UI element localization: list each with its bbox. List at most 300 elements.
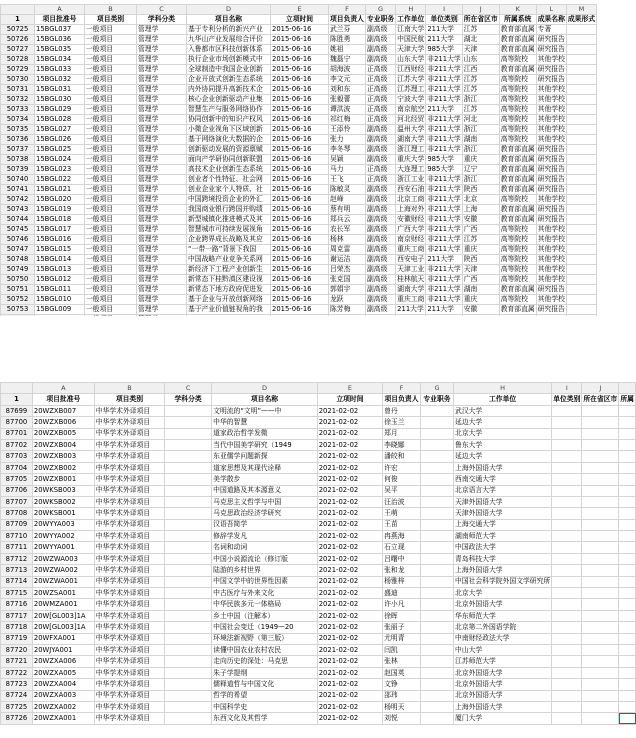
cell[interactable] xyxy=(165,428,212,439)
cell[interactable]: 2021-02-02 xyxy=(317,474,382,485)
cell[interactable]: 教育部直属 xyxy=(500,35,535,44)
cell[interactable]: 20WFXA001 xyxy=(32,633,94,644)
row-number[interactable]: 87711 xyxy=(1,542,33,553)
cell[interactable] xyxy=(582,474,619,485)
cell[interactable]: 20WKSB002 xyxy=(32,496,94,507)
cell[interactable]: 名词和动词 xyxy=(212,542,318,553)
cell[interactable] xyxy=(566,305,596,315)
cell[interactable]: 杨雅梓 xyxy=(383,576,421,587)
cell[interactable]: 15BGL037 xyxy=(35,25,85,35)
cell[interactable]: 一般项目 xyxy=(85,35,137,45)
cell[interactable]: 2015-06-16 xyxy=(271,65,329,75)
cell[interactable]: 20WZXB002 xyxy=(32,462,94,473)
cell[interactable]: 一般项目 xyxy=(85,75,137,85)
cell[interactable]: 鲁东大学 xyxy=(454,439,552,450)
cell[interactable]: 安徽 xyxy=(462,305,499,315)
cell[interactable] xyxy=(582,405,619,416)
cell[interactable]: 一般项目 xyxy=(85,175,137,185)
cell[interactable]: 副高级 xyxy=(365,55,395,65)
cell[interactable]: 副高级 xyxy=(365,205,395,215)
cell[interactable] xyxy=(165,599,212,610)
cell[interactable]: 2021-02-02 xyxy=(317,644,382,655)
cell[interactable]: 尤明青 xyxy=(383,633,421,644)
cell[interactable]: 中华学术外译项目 xyxy=(94,428,164,439)
cell[interactable]: 20WZXA001 xyxy=(32,713,94,724)
cell[interactable]: 中国跨境投资企业的外汇 xyxy=(187,195,271,205)
cell[interactable] xyxy=(420,519,453,530)
cell[interactable] xyxy=(582,667,619,678)
cell[interactable] xyxy=(619,474,636,485)
column-header[interactable]: K xyxy=(499,5,536,15)
cell[interactable]: 中华民族多元一体格局 xyxy=(212,599,318,610)
cell[interactable]: 张林 xyxy=(383,656,421,667)
cell[interactable]: 副高级 xyxy=(365,185,395,195)
cell[interactable] xyxy=(420,576,453,587)
cell[interactable]: 北京外国语大学 xyxy=(454,679,552,690)
cell[interactable]: 2021-02-02 xyxy=(317,565,382,576)
cell[interactable] xyxy=(619,405,636,416)
cell[interactable]: 20WMZA001 xyxy=(32,599,94,610)
cell[interactable]: 陆游的乡村世界 xyxy=(212,565,318,576)
cell[interactable]: 中华学术外译项目 xyxy=(94,713,164,724)
cell[interactable] xyxy=(619,565,636,576)
cell[interactable] xyxy=(619,690,636,701)
header-cell[interactable]: 项目批准号 xyxy=(32,394,94,405)
cell[interactable] xyxy=(582,713,619,724)
cell[interactable] xyxy=(582,519,619,530)
cell[interactable]: 一般项目 xyxy=(85,215,137,225)
header-cell[interactable]: 学科分类 xyxy=(137,15,187,25)
cell[interactable]: 高等院校 xyxy=(499,225,536,235)
cell[interactable]: 石立现 xyxy=(383,542,421,553)
cell[interactable]: 内外协同提升高新技术企 xyxy=(187,85,271,95)
cell[interactable]: 一般项目 xyxy=(85,285,137,295)
cell[interactable]: 中华学术外译项目 xyxy=(94,633,164,644)
cell[interactable] xyxy=(552,667,582,678)
cell[interactable] xyxy=(552,553,582,564)
cell[interactable]: 研究报告 xyxy=(537,65,565,74)
cell[interactable]: 创业企业家个人特质、社 xyxy=(187,185,271,195)
cell[interactable]: 吕荣杰 xyxy=(329,265,366,275)
cell[interactable]: 20WZXB006 xyxy=(32,417,94,428)
cell[interactable]: 20WYYA001 xyxy=(32,542,94,553)
cell[interactable]: 基于企业与开放创新网络 xyxy=(187,295,271,305)
row-number[interactable]: 50745 xyxy=(1,225,35,235)
cell[interactable]: 985大学 xyxy=(426,155,462,165)
cell[interactable]: 华东师范大学 xyxy=(454,610,552,621)
cell[interactable]: 江苏 xyxy=(462,85,499,95)
cell[interactable]: 2015-06-16 xyxy=(271,235,329,245)
cell[interactable]: 中华学术外译项目 xyxy=(94,496,164,507)
cell[interactable]: 执行企业市场创新模式中 xyxy=(187,55,271,65)
cell[interactable]: 温州大学 xyxy=(397,125,425,134)
column-header[interactable]: D xyxy=(212,383,318,394)
column-header[interactable]: F xyxy=(329,5,366,15)
row-number[interactable]: 50744 xyxy=(1,215,35,225)
cell[interactable]: 一般项目 xyxy=(85,45,137,55)
cell[interactable]: 重庆大学 xyxy=(397,155,425,164)
cell[interactable]: 高等院校 xyxy=(499,295,536,305)
cell[interactable]: 2021-02-02 xyxy=(317,633,382,644)
row-number[interactable]: 50732 xyxy=(1,95,35,105)
cell[interactable] xyxy=(619,610,636,621)
cell[interactable]: 郑兵云 xyxy=(329,215,366,225)
cell[interactable] xyxy=(420,565,453,576)
cell[interactable]: 高等院校 xyxy=(499,275,536,285)
cell[interactable]: 中南财经政法大学 xyxy=(454,633,552,644)
cell[interactable] xyxy=(552,439,582,450)
cell[interactable]: 15BGL024 xyxy=(35,155,85,165)
cell[interactable] xyxy=(165,633,212,644)
cell[interactable]: 15BGL034 xyxy=(35,55,85,65)
cell[interactable] xyxy=(582,496,619,507)
cell[interactable] xyxy=(619,428,636,439)
cell[interactable] xyxy=(566,255,596,265)
cell[interactable]: 一般项目 xyxy=(85,225,137,235)
cell[interactable]: 教育部直属 xyxy=(500,305,535,314)
cell[interactable]: 浙江 xyxy=(462,95,499,105)
cell[interactable] xyxy=(165,531,212,542)
column-header[interactable] xyxy=(619,383,636,394)
cell[interactable]: 20WZXB007 xyxy=(32,405,94,416)
cell[interactable]: 其他学校 xyxy=(537,225,565,234)
cell[interactable]: 中华学术外译项目 xyxy=(94,439,164,450)
cell[interactable]: 一般项目 xyxy=(85,205,137,215)
cell[interactable]: 副高级 xyxy=(365,145,395,155)
cell[interactable]: 2021-02-02 xyxy=(317,588,382,599)
cell[interactable] xyxy=(165,485,212,496)
cell[interactable]: 新常态下桂黔滇区建设视 xyxy=(187,275,271,285)
cell[interactable]: 管理学 xyxy=(137,195,187,205)
cell[interactable]: 副高级 xyxy=(365,235,395,245)
cell[interactable] xyxy=(552,462,582,473)
cell[interactable]: 研究报告 xyxy=(537,285,565,294)
cell[interactable] xyxy=(566,25,596,35)
column-header[interactable]: J xyxy=(462,5,499,15)
cell[interactable]: 非211大学 xyxy=(427,55,461,64)
cell[interactable] xyxy=(552,531,582,542)
cell[interactable]: 2015-06-16 xyxy=(271,45,329,55)
cell[interactable]: 20W[GL003]1A xyxy=(32,622,94,633)
header-cell[interactable]: 项目批准号 xyxy=(35,15,85,25)
cell[interactable] xyxy=(165,462,212,473)
cell[interactable]: 2021-02-02 xyxy=(317,679,382,690)
cell[interactable]: 20WZSA001 xyxy=(32,588,94,599)
cell[interactable]: 上海 xyxy=(462,205,499,215)
cell[interactable] xyxy=(566,195,596,205)
cell[interactable]: 管理学 xyxy=(137,235,187,245)
cell[interactable] xyxy=(582,531,619,542)
cell[interactable]: 陈芳梅 xyxy=(329,305,366,315)
cell[interactable] xyxy=(619,622,636,633)
row-number[interactable]: 50731 xyxy=(1,85,35,95)
cell[interactable]: 副高级 xyxy=(365,265,395,275)
row-number[interactable]: 50749 xyxy=(1,265,35,275)
cell[interactable]: 魏磊宁 xyxy=(329,55,366,65)
cell[interactable]: 湖南师范大学 xyxy=(454,531,552,542)
cell[interactable]: 2015-06-16 xyxy=(271,55,329,65)
cell[interactable]: 高等院校 xyxy=(499,255,536,265)
cell[interactable]: 徐玉兰 xyxy=(383,417,421,428)
cell[interactable]: 管理学 xyxy=(137,215,187,225)
cell[interactable]: 管理学 xyxy=(137,95,187,105)
cell[interactable] xyxy=(582,485,619,496)
cell[interactable] xyxy=(566,215,596,225)
row-number[interactable]: 50727 xyxy=(1,45,35,55)
cell[interactable]: 延边大学 xyxy=(454,417,552,428)
row-number[interactable]: 87703 xyxy=(1,451,33,462)
cell[interactable]: 教育部直属 xyxy=(500,185,535,194)
cell[interactable]: 2015-06-16 xyxy=(271,275,329,285)
cell[interactable]: 北京外国语大学 xyxy=(454,690,552,701)
cell[interactable]: 一般项目 xyxy=(85,105,137,115)
cell[interactable]: 浙江工业 xyxy=(397,175,425,184)
row-number[interactable]: 87723 xyxy=(1,679,33,690)
header-cell[interactable]: 项目名称 xyxy=(187,15,271,25)
cell[interactable]: 创新驱动发展的资源禀赋 xyxy=(187,145,271,155)
cell[interactable]: 山东 xyxy=(462,55,499,65)
cell[interactable]: 研究报告 xyxy=(537,205,565,214)
cell[interactable]: 江苏大学 xyxy=(397,75,425,84)
cell[interactable]: 20WZXB003 xyxy=(32,451,94,462)
cell[interactable]: 张力 xyxy=(329,135,366,145)
cell[interactable]: 2021-02-02 xyxy=(317,451,382,462)
cell[interactable] xyxy=(420,633,453,644)
cell[interactable]: 其他学校 xyxy=(537,115,565,124)
cell[interactable]: 一般项目 xyxy=(85,145,137,155)
cell[interactable]: 15BGL027 xyxy=(35,125,85,135)
cell[interactable]: 2021-02-02 xyxy=(317,508,382,519)
row-number[interactable]: 87706 xyxy=(1,485,33,496)
cell[interactable]: 桂林航天 xyxy=(397,275,425,284)
cell[interactable]: 协同创新中的知识产权风 xyxy=(187,115,271,125)
cell[interactable] xyxy=(566,85,596,95)
cell[interactable]: 15BGL031 xyxy=(35,85,85,95)
cell[interactable]: 一般项目 xyxy=(85,245,137,255)
cell[interactable]: 专著 xyxy=(536,25,566,35)
cell[interactable]: 15BGL026 xyxy=(35,135,85,145)
cell[interactable]: 一般项目 xyxy=(85,185,137,195)
row-number[interactable]: 50741 xyxy=(1,185,35,195)
cell[interactable] xyxy=(619,519,636,530)
cell[interactable]: 20WZXA002 xyxy=(32,701,94,712)
cell[interactable] xyxy=(582,462,619,473)
cell[interactable]: 汪治波 xyxy=(383,496,421,507)
cell[interactable]: 2015-06-16 xyxy=(271,265,329,275)
row-number[interactable]: 50746 xyxy=(1,235,35,245)
cell[interactable]: 一般项目 xyxy=(85,305,137,315)
cell[interactable] xyxy=(420,462,453,473)
cell[interactable]: 20WZWA001 xyxy=(32,576,94,587)
cell[interactable]: 2021-02-02 xyxy=(317,428,382,439)
cell[interactable]: 15BGL020 xyxy=(35,195,85,205)
cell[interactable] xyxy=(582,588,619,599)
header-cell[interactable]: 项目类别 xyxy=(85,15,137,25)
cell[interactable]: 20WKSB003 xyxy=(32,485,94,496)
cell[interactable]: 2015-06-16 xyxy=(271,25,329,35)
cell[interactable]: 管理学 xyxy=(137,275,187,285)
cell[interactable]: 天津外国语大学 xyxy=(454,508,552,519)
cell[interactable] xyxy=(165,713,212,724)
cell[interactable]: 张和龙 xyxy=(383,565,421,576)
cell[interactable]: 高等院校 xyxy=(499,105,536,115)
cell[interactable]: 环境法新视野（第三版） xyxy=(212,633,318,644)
cell[interactable]: 20WZWA003 xyxy=(32,553,94,564)
cell[interactable]: 副高级 xyxy=(365,255,395,265)
cell[interactable]: 其他学校 xyxy=(537,55,565,64)
cell[interactable]: 上海外国语大学 xyxy=(454,462,552,473)
cell[interactable] xyxy=(566,155,596,165)
column-header[interactable]: A xyxy=(35,5,85,15)
cell[interactable]: 王添怜 xyxy=(329,125,366,135)
cell[interactable]: 教育部直属 xyxy=(500,155,535,164)
cell[interactable]: 江苏 xyxy=(462,235,499,245)
cell[interactable]: 江苏 xyxy=(462,105,499,115)
cell[interactable]: 重庆 xyxy=(462,245,499,255)
cell[interactable]: “一带一路”背景下我国 xyxy=(187,245,271,255)
header-cell[interactable]: 立项时间 xyxy=(317,394,382,405)
cell[interactable] xyxy=(420,713,453,724)
cell[interactable]: 王苗 xyxy=(383,519,421,530)
cell[interactable]: 20W[GL003]1A xyxy=(32,610,94,621)
cell[interactable]: 广西 xyxy=(462,275,499,285)
cell[interactable]: 2021-02-02 xyxy=(317,496,382,507)
row-number[interactable]: 50752 xyxy=(1,295,35,305)
cell[interactable]: 非211大学 xyxy=(427,175,461,184)
cell[interactable]: 15BGL033 xyxy=(35,65,85,75)
cell[interactable] xyxy=(552,610,582,621)
cell[interactable] xyxy=(582,622,619,633)
cell[interactable]: 15BGL010 xyxy=(35,295,85,305)
cell[interactable]: 中国民航 xyxy=(397,35,425,44)
cell[interactable]: 天津外国语大学 xyxy=(454,496,552,507)
cell[interactable]: 一般项目 xyxy=(85,125,137,135)
cell[interactable]: 高等院校 xyxy=(499,245,536,255)
cell[interactable] xyxy=(566,205,596,215)
row-number[interactable]: 50737 xyxy=(1,145,35,155)
cell[interactable]: 2015-06-16 xyxy=(271,285,329,295)
cell[interactable] xyxy=(420,451,453,462)
cell[interactable]: 美学散步 xyxy=(212,474,318,485)
cell[interactable] xyxy=(165,508,212,519)
cell[interactable]: 辽宁 xyxy=(462,165,499,175)
cell[interactable]: 马力 xyxy=(329,165,366,175)
cell[interactable] xyxy=(552,656,582,667)
cell[interactable]: 江西财经 xyxy=(397,65,425,74)
cell[interactable] xyxy=(165,610,212,621)
cell[interactable] xyxy=(582,644,619,655)
cell[interactable] xyxy=(420,428,453,439)
cell[interactable]: 15BGL025 xyxy=(35,145,85,155)
cell[interactable]: 其他学校 xyxy=(537,255,565,264)
cell[interactable]: 管理学 xyxy=(137,175,187,185)
row-number[interactable]: 50738 xyxy=(1,155,35,165)
column-header[interactable]: L xyxy=(536,5,566,15)
header-cell[interactable]: 专业职务 xyxy=(366,15,395,24)
cell[interactable]: 副高级 xyxy=(365,285,395,295)
cell[interactable]: 20WZWA002 xyxy=(32,565,94,576)
cell[interactable]: 15BGL023 xyxy=(35,165,85,175)
cell[interactable]: 中华学术外译项目 xyxy=(94,405,164,416)
cell[interactable]: 副高级 xyxy=(365,245,395,255)
cell[interactable] xyxy=(566,45,596,55)
cell[interactable]: 副高级 xyxy=(365,125,395,135)
cell[interactable] xyxy=(582,565,619,576)
cell[interactable]: 新经济下工程产业创新生 xyxy=(187,265,271,275)
cell[interactable]: 北京第二外国语学院 xyxy=(454,622,552,633)
cell[interactable]: 哲学的希望 xyxy=(212,690,318,701)
cell[interactable]: 陈胜勇 xyxy=(329,35,366,45)
cell[interactable]: 2021-02-02 xyxy=(317,599,382,610)
row-number[interactable]: 50751 xyxy=(1,285,35,295)
cell[interactable]: 985大学 xyxy=(426,165,462,175)
cell[interactable] xyxy=(619,644,636,655)
cell[interactable] xyxy=(566,55,596,65)
cell[interactable] xyxy=(552,508,582,519)
cell[interactable]: 副高级 xyxy=(365,275,395,285)
cell[interactable]: 正高级 xyxy=(365,105,395,115)
cell[interactable]: 正高级 xyxy=(365,175,395,185)
cell[interactable]: 湖北 xyxy=(462,35,499,45)
cell[interactable] xyxy=(420,553,453,564)
cell[interactable] xyxy=(566,35,596,45)
header-cell[interactable]: 单位类别 xyxy=(426,15,462,25)
cell[interactable] xyxy=(566,275,596,285)
cell[interactable]: 江西 xyxy=(462,65,499,75)
cell[interactable] xyxy=(566,235,596,245)
header-cell[interactable]: 学科分类 xyxy=(165,394,212,405)
cell[interactable] xyxy=(619,462,636,473)
header-cell[interactable]: 成果名称 xyxy=(537,15,565,24)
cell[interactable]: 马克思政治经济学研究 xyxy=(212,508,318,519)
cell[interactable]: 15BGL022 xyxy=(35,175,85,185)
cell[interactable] xyxy=(165,519,212,530)
cell[interactable] xyxy=(619,679,636,690)
cell[interactable]: 中华学术外译项目 xyxy=(94,667,164,678)
cell[interactable]: 一般项目 xyxy=(85,95,137,105)
column-header[interactable]: G xyxy=(420,383,453,394)
cell[interactable]: 20WZXB004 xyxy=(32,439,94,450)
cell[interactable]: 基于网络演化大数据的企 xyxy=(187,135,271,145)
cell[interactable]: 2015-06-16 xyxy=(271,205,329,215)
row-number[interactable]: 87712 xyxy=(1,553,33,564)
cell[interactable]: 教育部直属 xyxy=(500,25,535,34)
cell[interactable]: 上海外国语大学 xyxy=(454,565,552,576)
cell[interactable]: 宁波大学 xyxy=(397,95,425,104)
cell[interactable]: 安徽 xyxy=(462,215,499,225)
cell[interactable]: 15BGL012 xyxy=(35,275,85,285)
row-number[interactable]: 87721 xyxy=(1,656,33,667)
cell[interactable] xyxy=(566,245,596,255)
row-number[interactable]: 87707 xyxy=(1,496,33,507)
cell[interactable] xyxy=(619,496,636,507)
cell[interactable]: 吴平 xyxy=(383,485,421,496)
cell[interactable]: 20WYYA002 xyxy=(32,531,94,542)
active-cell[interactable] xyxy=(619,713,636,724)
column-header[interactable]: B xyxy=(94,383,164,394)
cell[interactable]: 15BGL028 xyxy=(35,115,85,125)
cell[interactable]: 新型城镇化推进模式及其 xyxy=(187,215,271,225)
cell[interactable]: 中华学术外译项目 xyxy=(94,519,164,530)
cell[interactable]: 修辞学发凡 xyxy=(212,531,318,542)
cell[interactable]: 2021-02-02 xyxy=(317,701,382,712)
cell[interactable]: 曾丹 xyxy=(383,405,421,416)
cell[interactable]: 中山大学 xyxy=(454,644,552,655)
cell[interactable]: 李冬琴 xyxy=(329,145,366,155)
cell[interactable]: 其他学校 xyxy=(537,245,565,254)
cell[interactable] xyxy=(420,701,453,712)
row-number[interactable]: 50733 xyxy=(1,105,35,115)
